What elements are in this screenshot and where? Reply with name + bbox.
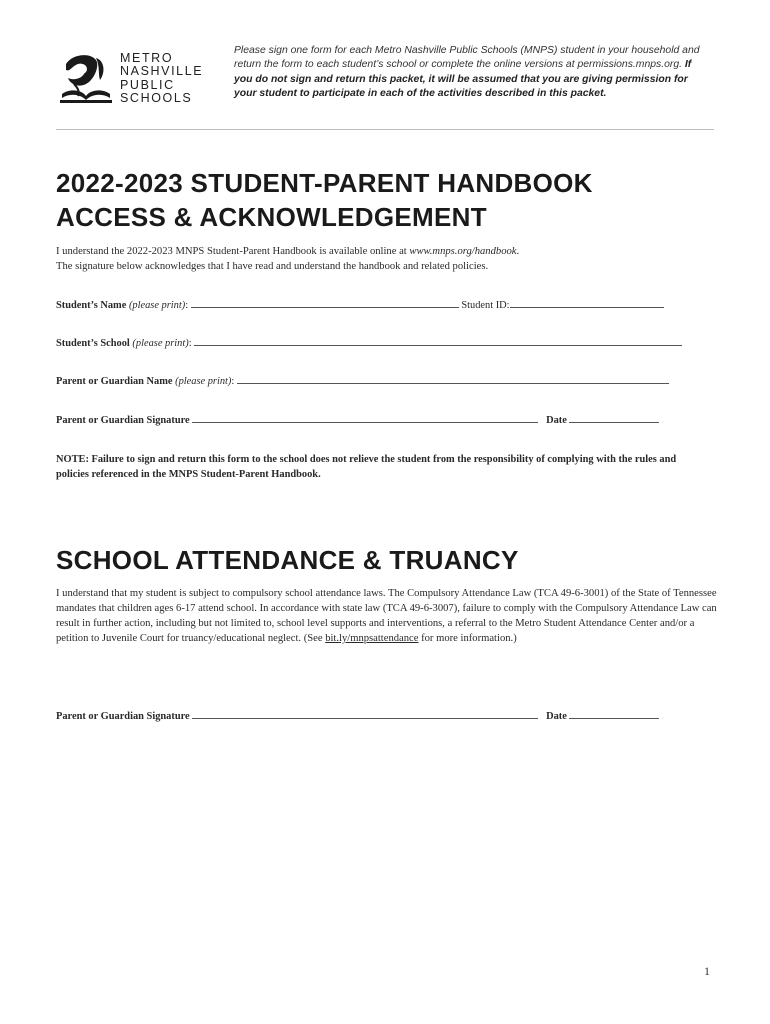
student-name-row: Student’s Name (please print): Student ID: [56, 298, 664, 311]
attendance-date-field[interactable] [569, 709, 659, 719]
date-field[interactable] [569, 413, 659, 423]
intro-italic: Please sign one form for each Metro Nashville Public Schools (MNPS) student in your household and return the form to each student’s school or complete the online versions at permissions.mnps.org. [234, 45, 700, 71]
handbook-title-line1: 2022-2023 STUDENT-PARENT HANDBOOK [56, 168, 593, 198]
page-number: 1 [704, 964, 710, 978]
student-name-field[interactable] [191, 298, 459, 308]
guardian-name-field[interactable] [237, 374, 669, 384]
handbook-url[interactable]: www.mnps.org/handbook [409, 246, 517, 257]
guardian-signature-row: Parent or Guardian Signature Date [56, 413, 659, 426]
student-id-field[interactable] [510, 298, 664, 308]
mnps-logo-icon [56, 50, 116, 108]
attendance-text: I understand that my student is subject to compulsory school attendance laws. The Compulsory Attendance Law (TCA 49-6-3001) of the State of Tennessee mandates that children ages 6-17 attend school. In accordance with state law (TCA 49-6-3007), failure to comply with the Compulsory Attendance Law can result in further action, including but not limited to, school level supports and interventions, a referral to the Metro Student Attendance Center and/or a petition to Juvenile Court for truancy/educational neglect. (See bit.ly/mnpsattendance for more information.) [56, 588, 717, 644]
page-header [56, 44, 714, 130]
guardian-name-row: Parent or Guardian Name (please print): [56, 374, 669, 387]
attendance-signature-row: Parent or Guardian Signature Date [56, 709, 659, 722]
attendance-signature-field[interactable] [192, 709, 538, 719]
attendance-link[interactable]: bit.ly/mnpsattendance [325, 633, 419, 644]
handbook-text: I understand the 2022-2023 MNPS Student-Parent Handbook is available online at www.mnps.org/handbook. The signature below acknowledges that I have read and understand the handbook and related policies. [56, 246, 520, 272]
attendance-title: SCHOOL ATTENDANCE & TRUANCY [56, 545, 519, 575]
header-divider [56, 129, 714, 130]
logo-wordmark: METRO NASHVILLE PUBLIC SCHOOLS [120, 51, 204, 105]
school-row: Student’s School (please print): [56, 336, 682, 349]
handbook-note: NOTE: Failure to sign and return this form to the school does not relieve the student from the responsibility of complying with the rules and policies referenced in the MNPS Student-Parent Handbook. [56, 454, 677, 480]
intro-bold: If you do not sign and return this packet, it will be assumed that you are giving permission for your student to participate in each of the activities described in this packet. [234, 59, 692, 100]
guardian-signature-field[interactable] [192, 413, 538, 423]
student-school-field[interactable] [194, 336, 682, 346]
mnps-logo [56, 50, 206, 112]
handbook-title-line2: ACCESS & ACKNOWLEDGEMENT [56, 202, 487, 232]
intro-text [234, 44, 704, 102]
